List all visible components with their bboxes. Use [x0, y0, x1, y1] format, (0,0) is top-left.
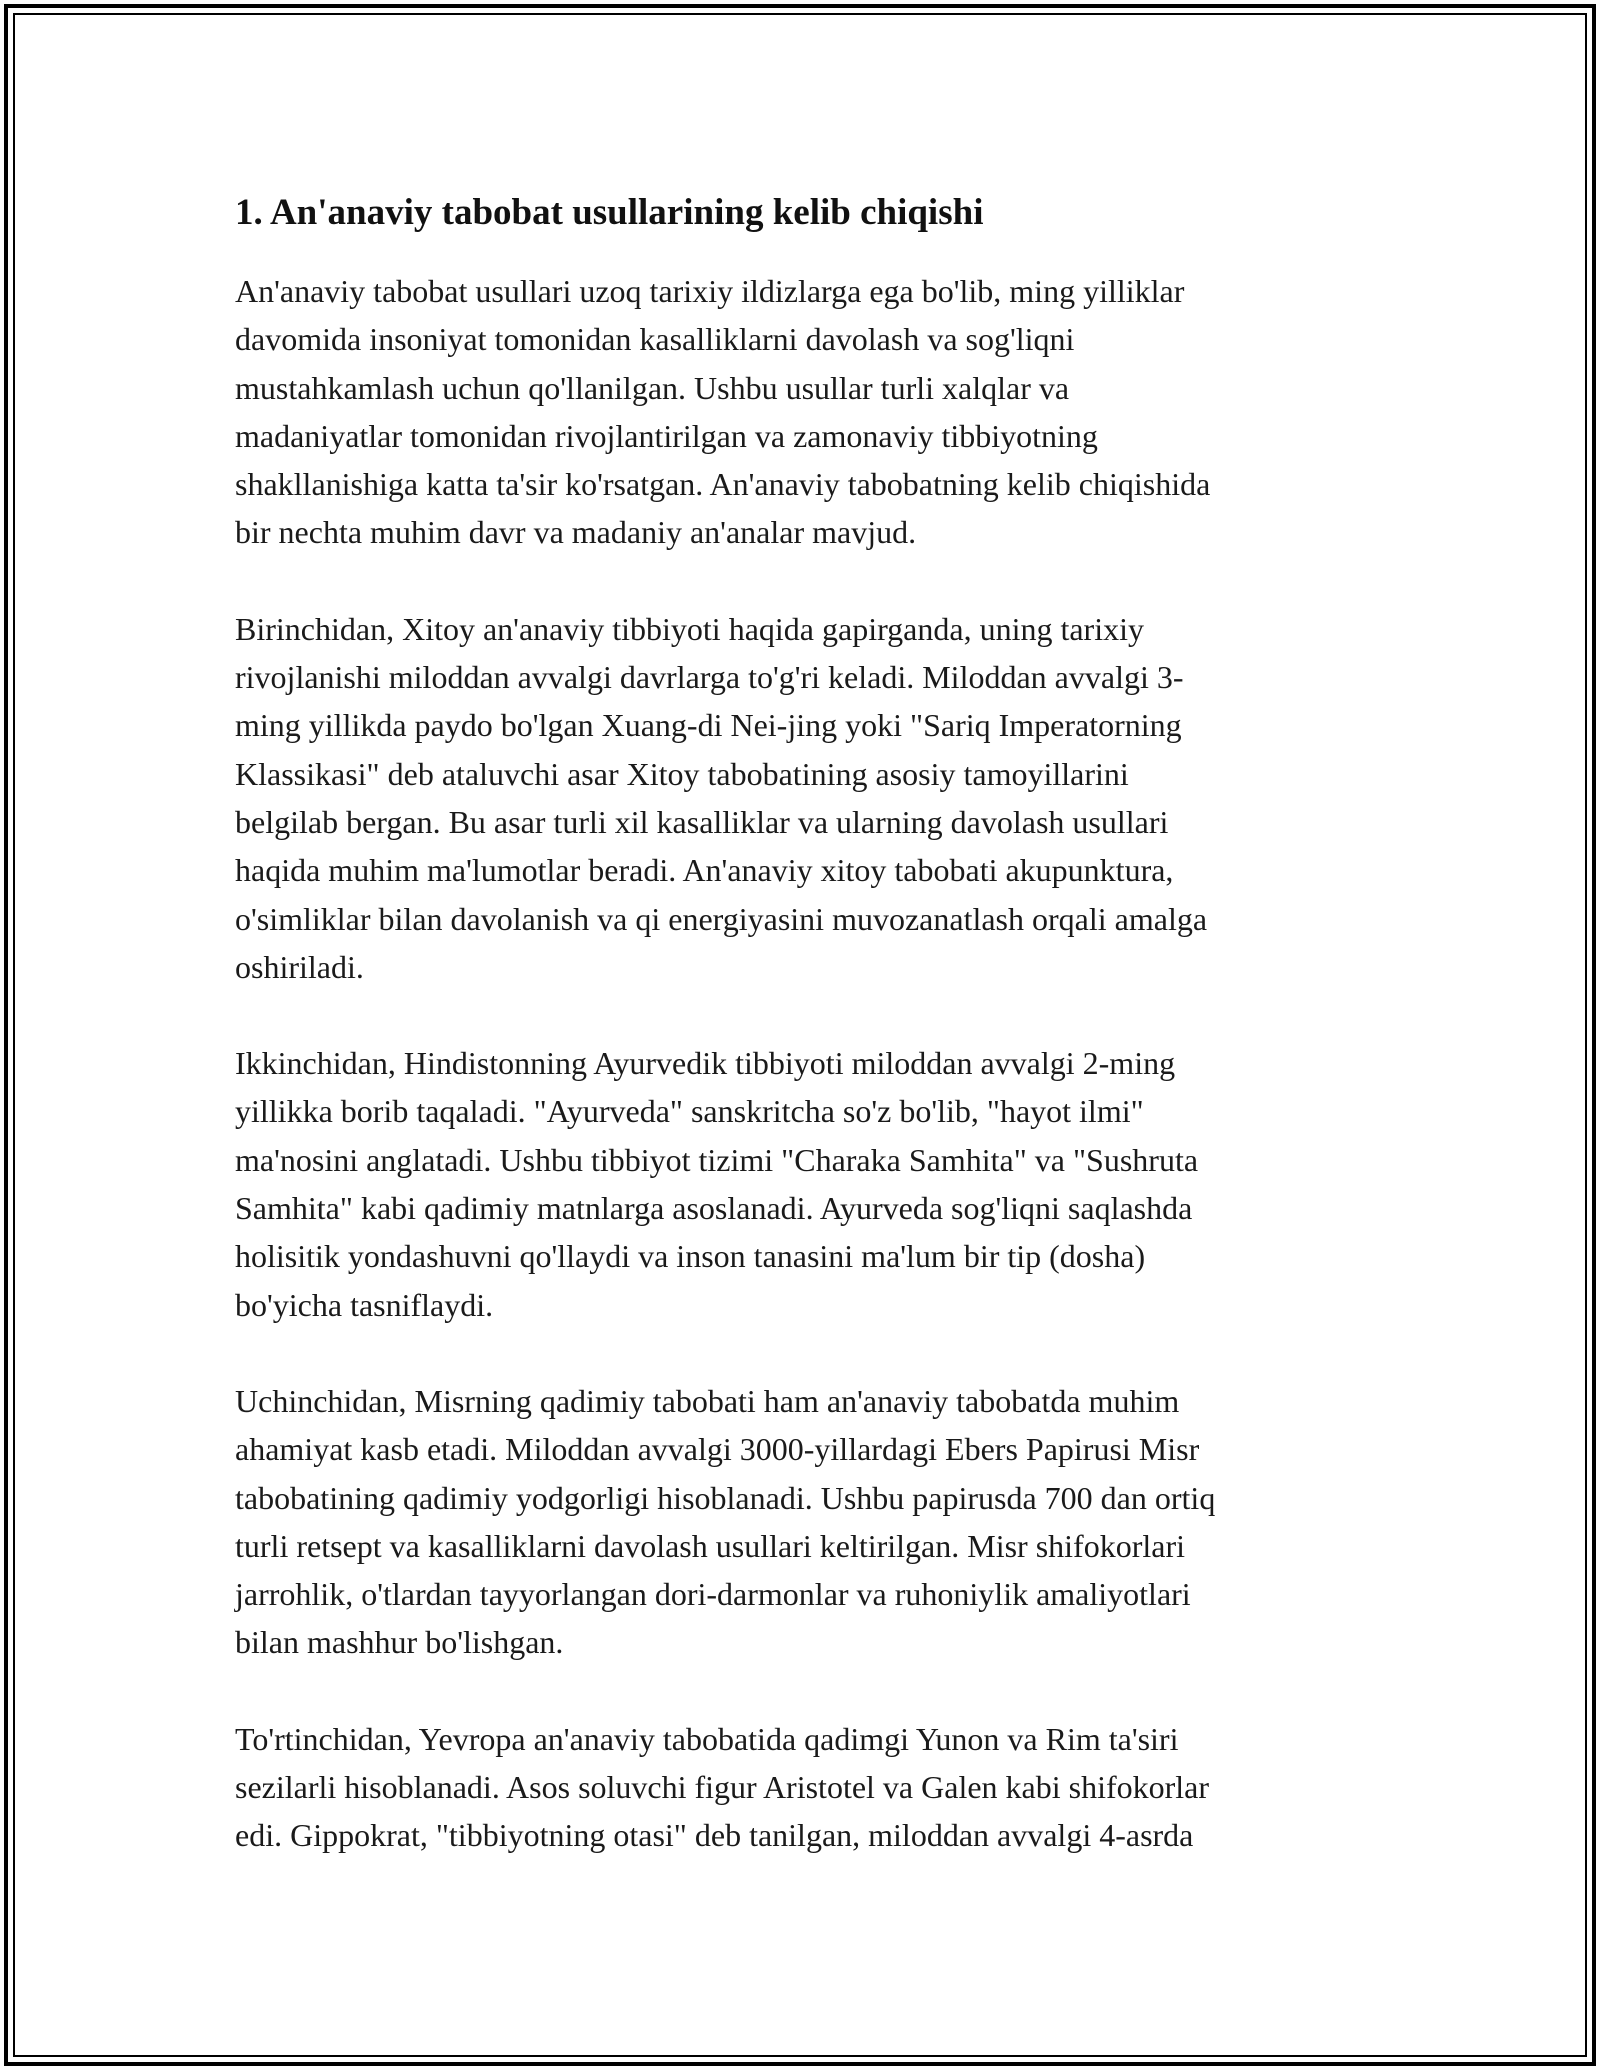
paragraph-1 — [235, 267, 1365, 557]
text-line: turli retsept va kasalliklarni davolash usullari keltirilgan. Misr shifokorlari — [235, 1527, 1185, 1564]
paragraph-2 — [235, 605, 1365, 991]
text-line: An'anaviy tabobat usullari uzoq tarixiy ildizlarga ega bo'lib, ming yilliklar — [235, 273, 1185, 309]
text-line: bo'yicha tasniflaydi. — [235, 1286, 494, 1323]
paragraph-4 — [235, 1377, 1365, 1667]
text-line: Ikkinchidan, Hindistonning Ayurvedik tibbiyoti miloddan avvalgi 2-ming — [235, 1045, 1176, 1082]
text-line: oshiriladi. — [235, 948, 364, 985]
text-line: haqida muhim ma'lumotlar beradi. An'anaviy xitoy tabobati akupunktura, — [235, 852, 1174, 889]
paragraph-5 — [235, 1715, 1365, 1860]
text-line: Klassikasi" deb ataluvchi asar Xitoy tabobatining asosiy tamoyillarini — [235, 755, 1129, 792]
document-body — [235, 185, 1365, 1908]
text-line: sezilarli hisoblanadi. Asos soluvchi figur Aristotel va Galen kabi shifokorlar — [235, 1769, 1210, 1806]
text-line: ming yillikda paydo bo'lgan Xuang-di Nei-jing yoki "Sariq Imperatorning — [235, 707, 1182, 744]
section-heading: 1. An'anaviy tabobat usullarining kelib chiqishi — [235, 192, 984, 233]
text-line: jarrohlik, o'tlardan tayyorlangan dori-darmonlar va ruhoniylik amaliyotlari — [235, 1576, 1191, 1613]
text-line: yillikka borib taqaladi. "Ayurveda" sanskritcha so'z bo'lib, "hayot ilmi" — [235, 1093, 1144, 1130]
text-line: belgilab bergan. Bu asar turli xil kasalliklar va ularning davolash usullari — [235, 803, 1169, 840]
text-line: Birinchidan, Xitoy an'anaviy tibbiyoti haqida gapirganda, uning tarixiy — [235, 610, 1144, 647]
text-line: Uchinchidan, Misrning qadimiy tabobati ham an'anaviy tabobatda muhim — [235, 1382, 1180, 1419]
paragraph-3 — [235, 1039, 1365, 1329]
text-line: ahamiyat kasb etadi. Miloddan avvalgi 3000-yillardagi Ebers Papirusi Misr — [235, 1431, 1200, 1468]
text-line: ma'nosini anglatadi. Ushbu tibbiyot tizimi "Charaka Samhita" va "Sushruta — [235, 1141, 1199, 1178]
text-line: edi. Gippokrat, "tibbiyotning otasi" deb tanilgan, miloddan avvalgi 4-asrda — [235, 1817, 1194, 1854]
text-line: mustahkamlash uchun qo'llanilgan. Ushbu usullar turli xalqlar va — [235, 369, 1070, 406]
text-line: madaniyatlar tomonidan rivojlantirilgan va zamonaviy tibbiyotning — [235, 417, 1098, 454]
text-line: holisitik yondashuvni qo'llaydi va inson tanasini ma'lum bir tip (dosha) — [235, 1238, 1146, 1275]
text-line: bir nechta muhim davr va madaniy an'analar mavjud. — [235, 514, 917, 551]
text-line: bilan mashhur bo'lishgan. — [235, 1624, 564, 1661]
text-line: To'rtinchidan, Yevropa an'anaviy tabobatida qadimgi Yunon va Rim ta'siri — [235, 1720, 1179, 1757]
text-line: tabobatining qadimiy yodgorligi hisoblanadi. Ushbu papirusda 700 dan ortiq — [235, 1479, 1216, 1516]
text-line: rivojlanishi miloddan avvalgi davrlarga to'g'ri keladi. Miloddan avvalgi 3- — [235, 659, 1184, 696]
text-line: shakllanishiga katta ta'sir ko'rsatgan. An'anaviy tabobatning kelib chiqishida — [235, 466, 1211, 503]
text-line: davomida insoniyat tomonidan kasalliklarni davolash va sog'liqni — [235, 321, 1075, 358]
text-line: o'simliklar bilan davolanish va qi energiyasini muvozanatlash orqali amalga — [235, 900, 1208, 937]
text-line: Samhita" kabi qadimiy matnlarga asoslanadi. Ayurveda sog'liqni saqlashda — [235, 1190, 1193, 1227]
